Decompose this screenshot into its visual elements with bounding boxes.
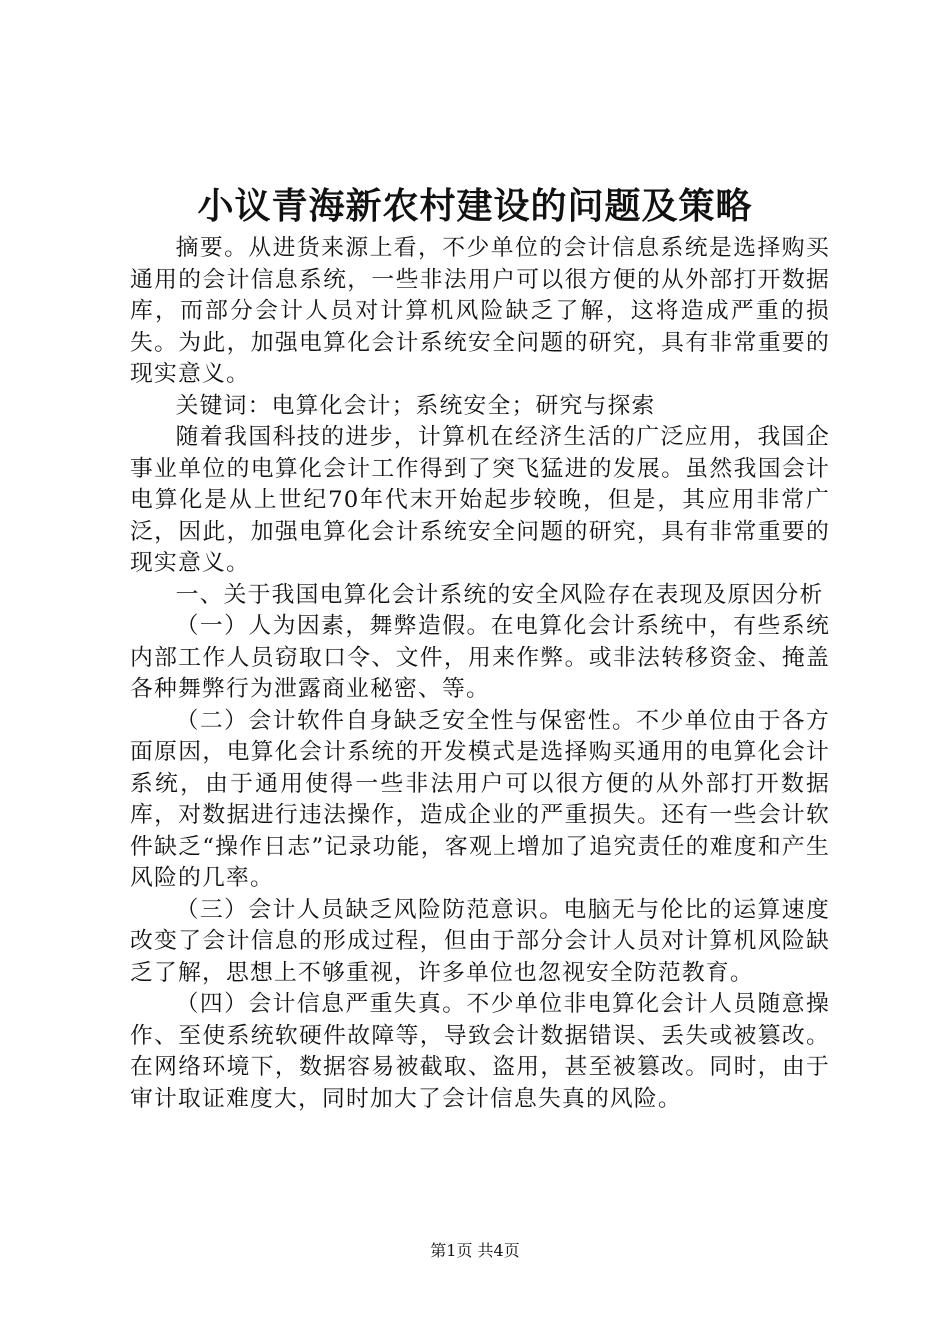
- subsection-paragraph-4: （四）会计信息严重失真。不少单位非电算化会计人员随意操作、至使系统软硬件故障等，导致会计数据错误、丢失或被篡改。在网络环境下，数据容易被截取、盗用，甚至被篡改。同时，由于审计取证难度大，同时加大了会计信息失真的风险。: [130, 991, 830, 1112]
- document-body: [130, 233, 830, 1115]
- subsection-paragraph-3: （三）会计人员缺乏风险防范意识。电脑无与伦比的运算速度改变了会计信息的形成过程，但由于部分会计人员对计算机风险缺乏了解，思想上不够重视，许多单位也忽视安全防范教育。: [130, 896, 830, 986]
- abstract-paragraph: 摘要。从进货来源上看，不少单位的会计信息系统是选择购买通用的会计信息系统，一些非法用户可以很方便的从外部打开数据库，而部分会计人员对计算机风险缺乏了解，这将造成严重的损失。为此，加强电算化会计系统安全问题的研究，具有非常重要的现实意义。: [130, 235, 830, 387]
- subsection-paragraph-2: （二）会计软件自身缺乏安全性与保密性。不少单位由于各方面原因，电算化会计系统的开发模式是选择购买通用的电算化会计系统，由于通用使得一些非法用户可以很方便的从外部打开数据库，对数据进行违法操作，造成企业的严重损失。还有一些会计软件缺乏“操作日志”记录功能，客观上增加了追究责任的难度和产生风险的几率。: [130, 707, 830, 891]
- page-footer: 第1页 共4页: [430, 1241, 520, 1260]
- keywords-paragraph: 关键词：电算化会计；系统安全；研究与探索: [175, 392, 656, 419]
- intro-paragraph: 随着我国科技的进步，计算机在经济生活的广泛应用，我国企事业单位的电算化会计工作得到了突飞猛进的发展。虽然我国会计电算化是从上世纪70年代末开始起步较晚，但是，其应用非常广泛，因此，加强电算化会计系统安全问题的研究，具有非常重要的现实意义。: [130, 424, 830, 576]
- document-title: 小议青海新农村建设的问题及策略: [197, 185, 753, 227]
- section-heading: 一、关于我国电算化会计系统的安全风险存在表现及原因分析: [175, 581, 824, 608]
- subsection-paragraph-1: （一）人为因素，舞弊造假。在电算化会计系统中，有些系统内部工作人员窃取口令、文件，用来作弊。或非法转移资金、掩盖各种舞弊行为泄露商业秘密、等。: [130, 613, 830, 702]
